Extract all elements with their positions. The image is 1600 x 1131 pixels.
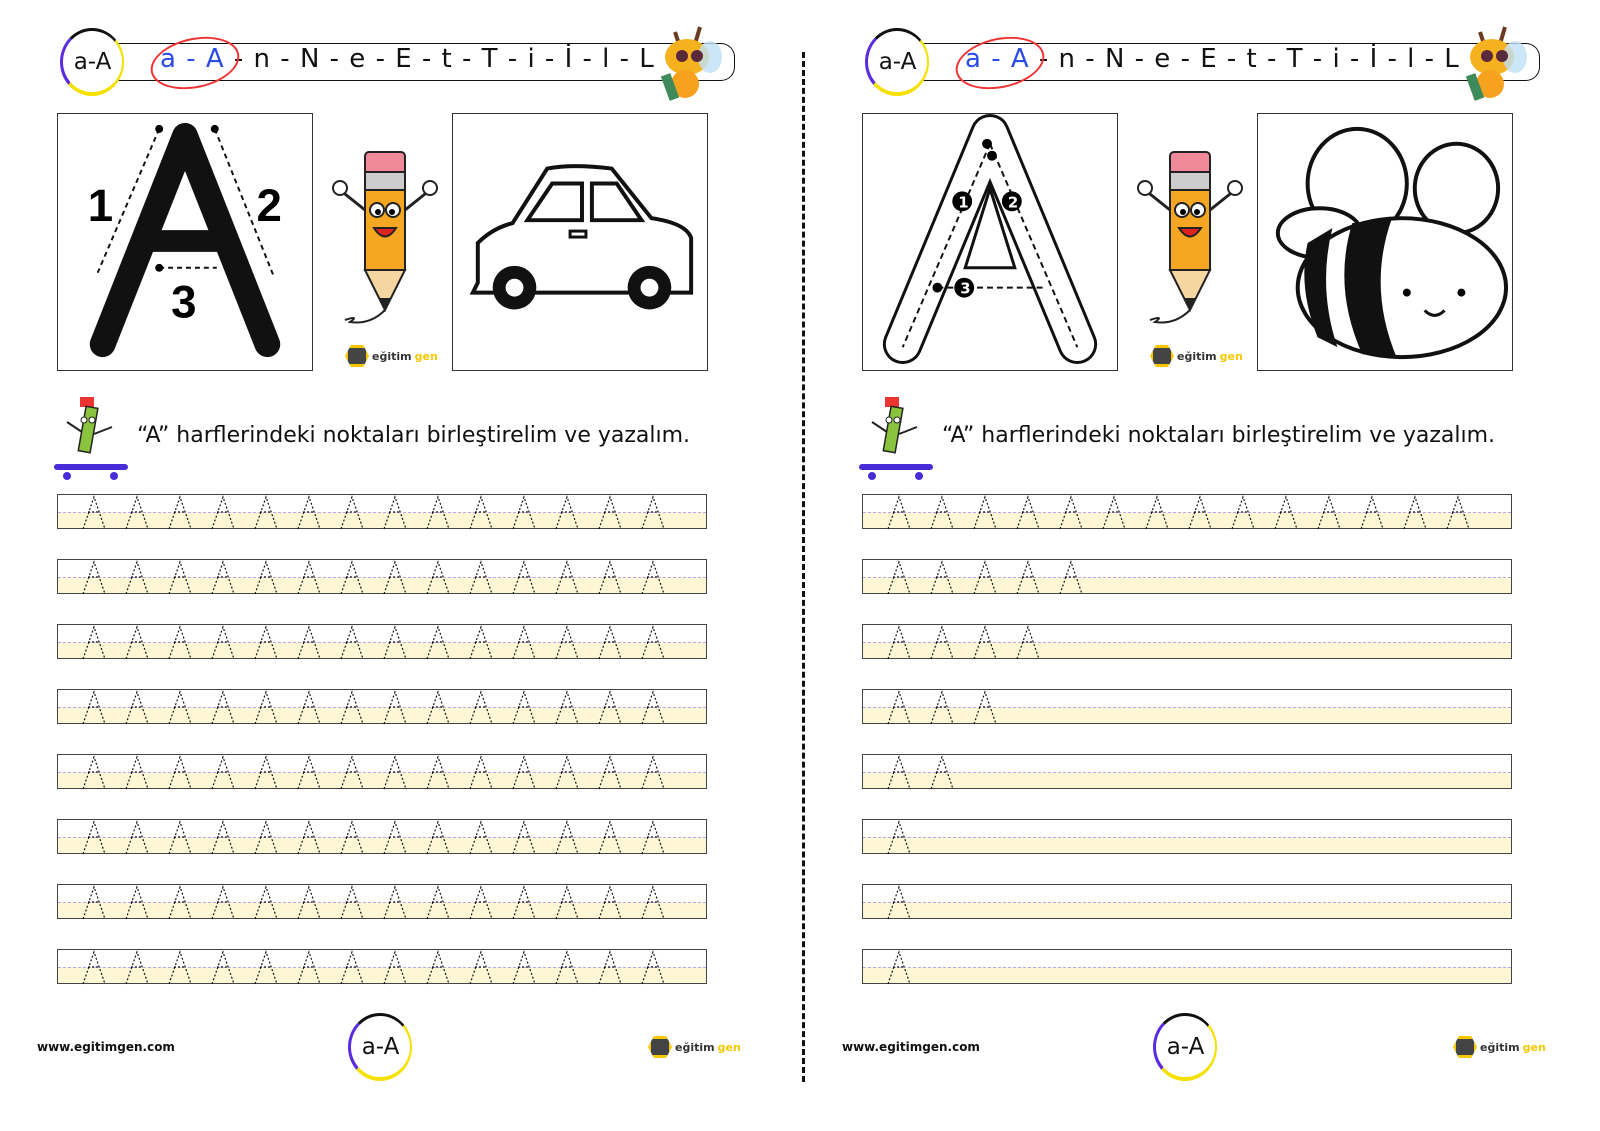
traceable-letter xyxy=(169,952,191,984)
traceable-letter xyxy=(427,887,449,919)
traceable-letter xyxy=(169,887,191,919)
traceable-letter xyxy=(556,952,578,984)
practice-row[interactable] xyxy=(57,494,707,529)
traceable-letter xyxy=(888,822,910,854)
traceable-letter xyxy=(888,627,910,659)
traceable-letter xyxy=(341,887,363,919)
traceable-letter xyxy=(642,952,664,984)
traceable-letter xyxy=(126,562,148,594)
footer-url[interactable]: www.egitimgen.com xyxy=(37,1040,175,1054)
letter-stroke-card xyxy=(862,113,1118,371)
skateboard-pencil-icon xyxy=(52,392,132,484)
alphabet-rest: - n - N - e - E - t - T - i - İ - l - L xyxy=(224,44,655,74)
traceable-letter xyxy=(169,692,191,724)
traceable-letter xyxy=(888,562,910,594)
traceable-letter xyxy=(298,952,320,984)
traceable-letter xyxy=(931,757,953,789)
hex-logo-icon xyxy=(345,345,369,367)
traceable-letter xyxy=(556,497,578,529)
traceable-letter xyxy=(1060,497,1082,529)
traceable-letter xyxy=(556,692,578,724)
traceable-letter xyxy=(384,757,406,789)
car-picture-card xyxy=(452,113,708,371)
traceable-letter xyxy=(470,562,492,594)
traceable-letter xyxy=(212,887,234,919)
traceable-letter xyxy=(384,497,406,529)
traceable-letter xyxy=(255,627,277,659)
bee-mascot-image xyxy=(655,22,725,102)
traceable-letter xyxy=(298,627,320,659)
traceable-letter xyxy=(470,822,492,854)
traceable-letter xyxy=(212,692,234,724)
traceable-letter xyxy=(126,757,148,789)
practice-row[interactable] xyxy=(57,559,707,594)
traceable-letter xyxy=(126,627,148,659)
traceable-letter xyxy=(126,497,148,529)
svg-text:3: 3 xyxy=(960,279,971,298)
traceable-letter xyxy=(427,562,449,594)
traceable-letter xyxy=(888,887,910,919)
pencil-mascot-image xyxy=(330,150,440,330)
traceable-letter xyxy=(974,562,996,594)
hex-logo-icon xyxy=(648,1036,672,1058)
traceable-letter xyxy=(642,497,664,529)
practice-row[interactable] xyxy=(862,494,1512,529)
traceable-letter xyxy=(599,627,621,659)
traceable-letter xyxy=(470,952,492,984)
traceable-letter xyxy=(427,627,449,659)
traceable-letter xyxy=(83,562,105,594)
traceable-letter xyxy=(126,887,148,919)
traceable-letter xyxy=(888,497,910,529)
traceable-letter xyxy=(427,692,449,724)
traceable-letter xyxy=(427,952,449,984)
traceable-letter xyxy=(83,757,105,789)
practice-row[interactable] xyxy=(862,559,1512,594)
traceable-letter xyxy=(599,562,621,594)
traceable-letter xyxy=(341,692,363,724)
hex-logo-icon xyxy=(1453,1036,1477,1058)
traceable-letter xyxy=(642,822,664,854)
traceable-letter xyxy=(974,497,996,529)
svg-text:1: 1 xyxy=(958,193,969,212)
stroke-number-2: 2 xyxy=(256,180,282,232)
practice-row[interactable] xyxy=(862,819,1512,854)
instruction-text: “A” harflerindeki noktaları birleştirelim ve yazalım. xyxy=(942,423,1496,448)
traceable-letter xyxy=(470,757,492,789)
traceable-letter xyxy=(212,952,234,984)
traceable-letter xyxy=(341,757,363,789)
traceable-letter xyxy=(255,822,277,854)
traceable-letter xyxy=(513,952,535,984)
worksheet-page-2 xyxy=(805,0,1600,1131)
traceable-letter xyxy=(642,562,664,594)
footer-brand-logo: eğitim gen xyxy=(1453,1036,1546,1058)
traceable-letter xyxy=(556,757,578,789)
traceable-letter xyxy=(931,497,953,529)
traceable-letter xyxy=(212,757,234,789)
traceable-letter xyxy=(642,887,664,919)
traceable-letter xyxy=(513,562,535,594)
practice-row[interactable] xyxy=(57,819,707,854)
traceable-letter xyxy=(1017,562,1039,594)
traceable-letter xyxy=(1146,497,1168,529)
practice-row[interactable] xyxy=(57,884,707,919)
traceable-letter xyxy=(931,627,953,659)
traceable-letter xyxy=(83,822,105,854)
traceable-letter xyxy=(212,822,234,854)
traceable-letter xyxy=(642,757,664,789)
bee-picture-card xyxy=(1257,113,1513,371)
skateboard-pencil-icon xyxy=(857,392,937,484)
alphabet-highlight: a - A xyxy=(160,44,225,74)
letter-badge: a-A xyxy=(60,28,124,96)
traceable-letter xyxy=(599,757,621,789)
footer-brand-logo: eğitim gen xyxy=(648,1036,741,1058)
traceable-letter xyxy=(255,952,277,984)
traceable-letter xyxy=(513,692,535,724)
traceable-letter xyxy=(599,952,621,984)
traceable-letter xyxy=(470,887,492,919)
traceable-letter xyxy=(212,497,234,529)
traceable-letter xyxy=(341,562,363,594)
traceable-letter xyxy=(126,952,148,984)
traceable-letter xyxy=(1060,562,1082,594)
traceable-letter xyxy=(341,952,363,984)
traceable-letter xyxy=(341,497,363,529)
traceable-letter xyxy=(341,822,363,854)
practice-row[interactable] xyxy=(862,884,1512,919)
traceable-letter xyxy=(384,887,406,919)
letter-badge: a-A xyxy=(865,28,929,96)
traceable-letter xyxy=(931,562,953,594)
traceable-letter xyxy=(556,887,578,919)
traceable-letter xyxy=(642,692,664,724)
traceable-letter xyxy=(255,757,277,789)
practice-row[interactable] xyxy=(57,689,707,724)
traceable-letter xyxy=(83,627,105,659)
traceable-letter xyxy=(298,497,320,529)
traceable-letter xyxy=(169,627,191,659)
brand-logo: eğitim gen xyxy=(345,345,438,367)
traceable-letter xyxy=(470,627,492,659)
instruction-text: “A” harflerindeki noktaları birleştirelim ve yazalım. xyxy=(137,423,691,448)
traceable-letter xyxy=(384,822,406,854)
alphabet-highlight: a - A xyxy=(965,44,1030,74)
traceable-letter xyxy=(255,562,277,594)
practice-row[interactable] xyxy=(57,624,707,659)
traceable-letter xyxy=(888,757,910,789)
traceable-letter xyxy=(1361,497,1383,529)
traceable-letter xyxy=(341,627,363,659)
svg-text:2: 2 xyxy=(1007,193,1019,212)
traceable-letter xyxy=(1275,497,1297,529)
highlight-circle xyxy=(951,29,1049,97)
traceable-letter xyxy=(427,497,449,529)
pencil-mascot-image xyxy=(1135,150,1245,330)
traceable-letter xyxy=(126,692,148,724)
traceable-letter xyxy=(1404,497,1426,529)
traceable-letter xyxy=(169,822,191,854)
traceable-letter xyxy=(513,757,535,789)
traceable-letter xyxy=(83,497,105,529)
practice-row[interactable] xyxy=(57,949,707,984)
traceable-letter xyxy=(513,497,535,529)
traceable-letter xyxy=(255,887,277,919)
traceable-letter xyxy=(427,822,449,854)
traceable-letter xyxy=(599,822,621,854)
traceable-letter xyxy=(126,822,148,854)
traceable-letter xyxy=(1017,497,1039,529)
traceable-letter xyxy=(212,627,234,659)
traceable-letter xyxy=(556,822,578,854)
traceable-letter xyxy=(298,692,320,724)
traceable-letter xyxy=(513,822,535,854)
traceable-letter xyxy=(1017,627,1039,659)
brand-logo: eğitim gen xyxy=(1150,345,1243,367)
practice-row[interactable] xyxy=(57,754,707,789)
letter-stroke-card xyxy=(57,113,313,371)
traceable-letter xyxy=(384,692,406,724)
stroke-number-3: 3 xyxy=(171,276,197,328)
traceable-letter xyxy=(212,562,234,594)
traceable-letter xyxy=(169,562,191,594)
traceable-letter xyxy=(83,887,105,919)
traceable-letter xyxy=(169,497,191,529)
traceable-letter xyxy=(974,692,996,724)
traceable-letter xyxy=(888,952,910,984)
traceable-letter xyxy=(255,497,277,529)
practice-row[interactable] xyxy=(862,689,1512,724)
traceable-letter xyxy=(642,627,664,659)
traceable-letter xyxy=(384,562,406,594)
traceable-letter xyxy=(556,562,578,594)
traceable-letter xyxy=(298,822,320,854)
traceable-letter xyxy=(1232,497,1254,529)
traceable-letter xyxy=(513,887,535,919)
traceable-letter xyxy=(931,692,953,724)
hex-logo-icon xyxy=(1150,345,1174,367)
traceable-letter xyxy=(974,627,996,659)
traceable-letter xyxy=(298,757,320,789)
traceable-letter xyxy=(513,627,535,659)
traceable-letter xyxy=(384,627,406,659)
traceable-letter xyxy=(1318,497,1340,529)
traceable-letter xyxy=(83,692,105,724)
practice-row[interactable] xyxy=(862,754,1512,789)
bee-mascot-image xyxy=(1460,22,1530,102)
traceable-letter xyxy=(470,692,492,724)
traceable-letter xyxy=(599,497,621,529)
footer-letter-badge: a-A xyxy=(348,1013,412,1081)
traceable-letter xyxy=(556,627,578,659)
stroke-number-1: 1 xyxy=(87,180,114,232)
traceable-letter xyxy=(1103,497,1125,529)
highlight-circle xyxy=(146,29,244,97)
traceable-letter xyxy=(384,952,406,984)
traceable-letter xyxy=(169,757,191,789)
traceable-letter xyxy=(298,562,320,594)
footer-url[interactable]: www.egitimgen.com xyxy=(842,1040,980,1054)
traceable-letter xyxy=(298,887,320,919)
alphabet-rest: - n - N - e - E - t - T - i - İ - l - L xyxy=(1029,44,1460,74)
traceable-letter xyxy=(427,757,449,789)
practice-row[interactable] xyxy=(862,949,1512,984)
traceable-letter xyxy=(83,952,105,984)
traceable-letter xyxy=(1447,497,1469,529)
traceable-letter xyxy=(599,692,621,724)
traceable-letter xyxy=(888,692,910,724)
traceable-letter xyxy=(1189,497,1211,529)
traceable-letter xyxy=(255,692,277,724)
traceable-letter xyxy=(599,887,621,919)
traceable-letter xyxy=(470,497,492,529)
footer-letter-badge: a-A xyxy=(1153,1013,1217,1081)
practice-row[interactable] xyxy=(862,624,1512,659)
